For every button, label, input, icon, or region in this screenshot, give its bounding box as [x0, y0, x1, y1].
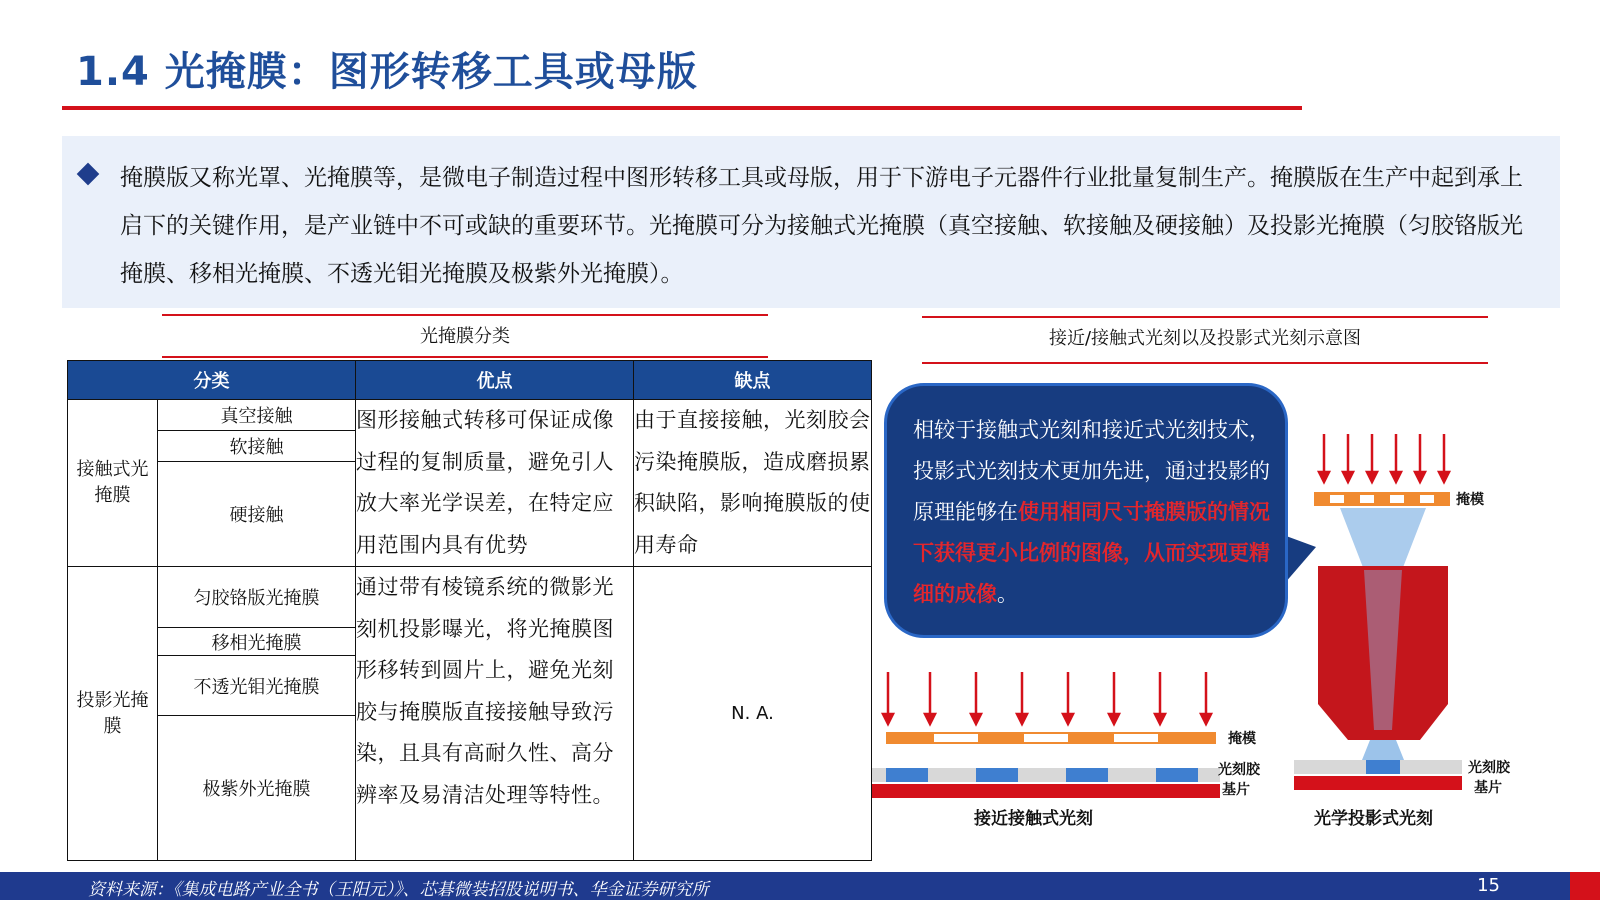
intro-box [62, 136, 1560, 308]
right-resist [1294, 760, 1462, 774]
callout-bubble [884, 383, 1288, 638]
table-row [68, 567, 872, 628]
table-row [68, 400, 872, 431]
intro-text: 掩膜版又称光罩、光掩膜等，是微电子制造过程中图形转移工具或母版，用于下游电子元器件行业批量复制生产。掩膜版在生产中起到承上启下的关键作用，是产业链中不可或缺的重要环节。光掩膜可分为接触式光掩膜（真空接触、软接触及硬接触）及投影光掩膜（匀胶铬版光掩膜、移相光掩膜、不透光钼光掩膜及极紫外光掩膜）。 [120, 165, 1523, 287]
sub-vacuum-contact: 真空接触 [158, 400, 356, 431]
projection-pros: 通过带有棱镜系统的微影光刻机投影曝光，将光掩膜图形移转到圆片上，避免光刻胶与掩膜版直接接触导致污染，且具有高耐久性、高分辨率及易清洁处理等特性。 [356, 567, 634, 861]
title-underline [62, 106, 1302, 110]
right-diagram-title: 光学投影式光刻 [1314, 809, 1433, 829]
header-category: 分类 [68, 361, 356, 400]
left-resist-label: 光刻胶 [1218, 762, 1260, 778]
diamond-bullet-icon [77, 163, 100, 186]
sub-hard-contact: 硬接触 [158, 462, 356, 567]
left-substrate [872, 784, 1220, 798]
category-contact: 接触式光掩膜 [68, 400, 158, 567]
sub-phase-shift-mask: 移相光掩膜 [158, 628, 356, 656]
sub-chrome-mask: 匀胶铬版光掩膜 [158, 567, 356, 628]
right-mask [1314, 492, 1450, 506]
left-mask [886, 732, 1216, 744]
figure-caption: 接近/接触式光刻以及投影式光刻示意图 [1048, 328, 1362, 349]
sub-mosi-mask: 不透光钼光掩膜 [158, 656, 356, 716]
page-title: 1.4 光掩膜：图形转移工具或母版 [76, 49, 698, 95]
left-diagram-title: 接近接触式光刻 [974, 809, 1093, 829]
footer-bar [0, 872, 1600, 900]
classification-table [67, 360, 872, 861]
right-substrate [1294, 776, 1462, 790]
right-mask-label: 掩模 [1456, 492, 1484, 508]
callout-text-part2: 。 [997, 582, 1018, 606]
projection-light-cone [1340, 508, 1426, 570]
right-substrate-label: 基片 [1474, 780, 1502, 796]
contact-pros: 图形接触式转移可保证成像过程的复制质量，避免引人放大率光学误差，在特定应用范围内具有优势 [356, 400, 634, 567]
callout-text [913, 410, 1273, 615]
left-mask-label: 掩模 [1228, 731, 1256, 747]
exposure-beam [1362, 740, 1404, 760]
right-light-arrows [1319, 434, 1449, 482]
page-number: 15 [1477, 875, 1500, 896]
header-cons: 缺点 [634, 361, 872, 400]
left-substrate-label: 基片 [1222, 782, 1250, 798]
source-note: 资料来源：《集成电路产业全书（王阳元）》、芯碁微装招股说明书、华金证券研究所 [88, 880, 709, 900]
left-resist [872, 768, 1220, 782]
callout-text-part1: 相较于接触式光刻和接近式光刻技术，投影式光刻技术更加先进，通过投影的原理能够在 [913, 418, 1270, 524]
contact-cons: 由于直接接触，光刻胶会污染掩膜版，造成磨损累积缺陷，影响掩膜版的使用寿命 [634, 400, 872, 567]
header-pros: 优点 [356, 361, 634, 400]
table-caption: 光掩膜分类 [420, 326, 510, 347]
callout-highlight: 使用相同尺寸掩膜版的情况下获得更小比例的图像，从而实现更精细的成像 [913, 500, 1270, 606]
sub-euv-mask: 极紫外光掩膜 [158, 716, 356, 861]
table-header-row [68, 361, 872, 400]
projection-cons: N. A. [634, 567, 872, 861]
footer-red-accent [1570, 872, 1600, 900]
category-projection: 投影光掩膜 [68, 567, 158, 861]
table-caption-top-rule [162, 314, 768, 316]
figure-caption-bottom-rule [922, 362, 1488, 364]
table-caption-bottom-rule [162, 356, 768, 358]
right-resist-label: 光刻胶 [1468, 760, 1510, 776]
sub-soft-contact: 软接触 [158, 431, 356, 462]
left-light-arrows [883, 672, 1211, 724]
figure-caption-top-rule [922, 316, 1488, 318]
